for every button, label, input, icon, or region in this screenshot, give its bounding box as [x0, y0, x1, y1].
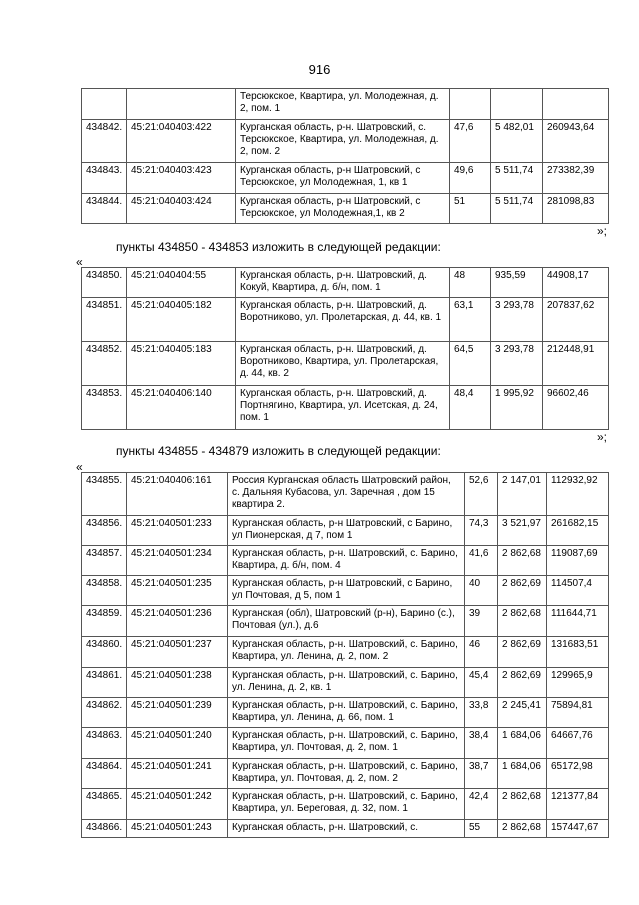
cell-rate: 2 862,68 — [498, 820, 547, 838]
cell-area: 51 — [450, 194, 491, 224]
cell-cadastral-number: 45:21:040501:240 — [127, 728, 228, 759]
cell-area: 64,5 — [450, 342, 491, 386]
cell-rate: 1 684,06 — [498, 728, 547, 759]
cell-cadastral-number — [127, 89, 236, 120]
cell-rate: 5 511,74 — [491, 163, 543, 194]
cell-rate: 1 995,92 — [491, 386, 543, 430]
cell-value: 157447,67 — [547, 820, 609, 838]
opening-quote: « — [76, 255, 83, 269]
cell-area: 46 — [465, 637, 498, 668]
cell-rate: 3 293,78 — [491, 342, 543, 386]
cell-cadastral-number: 45:21:040406:161 — [127, 473, 228, 516]
cell-area: 38,7 — [465, 759, 498, 789]
cell-address: Курганская область, р-н. Шатровский, с. — [228, 820, 465, 838]
cell-cadastral-number: 45:21:040405:182 — [127, 298, 236, 342]
cell-cadastral-number: 45:21:040501:238 — [127, 668, 228, 698]
cell-area: 74,3 — [465, 516, 498, 546]
cell-address: Курганская область, р-н. Шатровский, д. Кокуй, Квартира, д. б/н, пом. 1 — [236, 268, 450, 298]
table-row — [82, 576, 609, 606]
cell-value: 65172,98 — [547, 759, 609, 789]
table-row — [82, 668, 609, 698]
cell-rate: 2 862,68 — [498, 546, 547, 576]
table-row — [82, 820, 609, 838]
cell-cadastral-number: 45:21:040501:243 — [127, 820, 228, 838]
cell-number — [82, 89, 127, 120]
table-row — [82, 637, 609, 668]
cell-address: Курганская область, р-н Шатровский, с Барино, ул Пионерская, д 7, пом 1 — [228, 516, 465, 546]
cell-cadastral-number: 45:21:040501:233 — [127, 516, 228, 546]
cadastral-table-2 — [81, 267, 609, 430]
table-row — [82, 606, 609, 637]
table-row — [82, 386, 609, 430]
cell-number: 434866. — [82, 820, 127, 838]
cell-cadastral-number: 45:21:040403:423 — [127, 163, 236, 194]
cell-area: 45,4 — [465, 668, 498, 698]
cell-address: Терсюкское, Квартира, ул. Молодежная, д. 2, пом. 1 — [236, 89, 450, 120]
cell-value: 129965,9 — [547, 668, 609, 698]
cell-value: 261682,15 — [547, 516, 609, 546]
table-row — [82, 516, 609, 546]
cell-address: Курганская область, р-н. Шатровский, с. Барино, Квартира, ул. Почтовая, д. 2, пом. 1 — [228, 728, 465, 759]
table-row — [82, 789, 609, 820]
closing-quote: »; — [596, 430, 607, 444]
cell-area: 47,6 — [450, 120, 491, 163]
cell-number: 434850. — [82, 268, 127, 298]
cell-value: 260943,64 — [543, 120, 609, 163]
cell-address: Россия Курганская область Шатровский район, с. Дальняя Кубасова, ул. Заречная , дом 15 квартира 2. — [228, 473, 465, 516]
cell-address: Курганская (обл), Шатровский (р-н), Барино (с.), Почтовая (ул.), д.6 — [228, 606, 465, 637]
cell-cadastral-number: 45:21:040501:237 — [127, 637, 228, 668]
cell-number: 434843. — [82, 163, 127, 194]
table-row — [82, 120, 609, 163]
cell-rate: 2 245,41 — [498, 698, 547, 728]
cell-area: 52,6 — [465, 473, 498, 516]
cell-area: 55 — [465, 820, 498, 838]
cell-area: 39 — [465, 606, 498, 637]
cell-address: Курганская область, р-н. Шатровский, с. Барино, Квартира, ул. Ленина, д. 2, пом. 2 — [228, 637, 465, 668]
cell-value: 121377,84 — [547, 789, 609, 820]
cell-cadastral-number: 45:21:040501:236 — [127, 606, 228, 637]
table-row — [82, 298, 609, 342]
table-row — [82, 759, 609, 789]
cell-number: 434855. — [82, 473, 127, 516]
cell-number: 434856. — [82, 516, 127, 546]
amendment-instruction: пункты 434850 - 434853 изложить в следующей редакции: — [116, 240, 441, 254]
cell-cadastral-number: 45:21:040404:55 — [127, 268, 236, 298]
cell-area — [450, 89, 491, 120]
cell-area: 63,1 — [450, 298, 491, 342]
cell-address: Курганская область, р-н. Шатровский, с. Барино, ул. Ленина, д. 2, кв. 1 — [228, 668, 465, 698]
cell-area: 41,6 — [465, 546, 498, 576]
cell-number: 434859. — [82, 606, 127, 637]
cell-value: 273382,39 — [543, 163, 609, 194]
cell-value: 131683,51 — [547, 637, 609, 668]
cell-rate: 3 521,97 — [498, 516, 547, 546]
cell-number: 434861. — [82, 668, 127, 698]
cell-cadastral-number: 45:21:040403:424 — [127, 194, 236, 224]
cell-number: 434857. — [82, 546, 127, 576]
table-row — [82, 163, 609, 194]
page-number: 916 — [308, 62, 331, 77]
cell-rate: 935,59 — [491, 268, 543, 298]
cell-address: Курганская область, р-н Шатровский, с Терсюкское, ул Молодежная,1, кв 2 — [236, 194, 450, 224]
cell-value: 75894,81 — [547, 698, 609, 728]
cell-address: Курганская область, р-н. Шатровский, с. Барино, Квартира, ул. Ленина, д. 66, пом. 1 — [228, 698, 465, 728]
cell-number: 434864. — [82, 759, 127, 789]
table-row — [82, 194, 609, 224]
cell-value: 111644,71 — [547, 606, 609, 637]
cell-rate: 2 862,69 — [498, 637, 547, 668]
cell-value: 119087,69 — [547, 546, 609, 576]
cell-address: Курганская область, р-н. Шатровский, с. Барино, Квартира, ул. Береговая, д. 32, пом. 1 — [228, 789, 465, 820]
table-row — [82, 89, 609, 120]
cell-number: 434852. — [82, 342, 127, 386]
cell-area: 40 — [465, 576, 498, 606]
cell-rate: 3 293,78 — [491, 298, 543, 342]
cell-rate: 5 482,01 — [491, 120, 543, 163]
cell-number: 434842. — [82, 120, 127, 163]
cell-value: 114507,4 — [547, 576, 609, 606]
cell-number: 434863. — [82, 728, 127, 759]
cell-number: 434844. — [82, 194, 127, 224]
cell-address: Курганская область, р-н. Шатровский, д. Портнягино, Квартира, ул. Исетская, д. 24, пом. 1 — [236, 386, 450, 430]
cell-value: 207837,62 — [543, 298, 609, 342]
closing-quote: »; — [596, 224, 607, 238]
cell-rate: 2 862,68 — [498, 789, 547, 820]
cell-area: 42,4 — [465, 789, 498, 820]
cell-area: 48 — [450, 268, 491, 298]
table-row — [82, 728, 609, 759]
cell-rate: 5 511,74 — [491, 194, 543, 224]
cell-cadastral-number: 45:21:040406:140 — [127, 386, 236, 430]
table-row — [82, 473, 609, 516]
cadastral-table-3 — [81, 472, 609, 838]
cell-value: 281098,83 — [543, 194, 609, 224]
cell-number: 434860. — [82, 637, 127, 668]
cell-cadastral-number: 45:21:040501:235 — [127, 576, 228, 606]
cell-rate: 2 862,69 — [498, 576, 547, 606]
table-row — [82, 268, 609, 298]
cell-value: 212448,91 — [543, 342, 609, 386]
cell-cadastral-number: 45:21:040501:239 — [127, 698, 228, 728]
opening-quote: « — [76, 460, 83, 474]
cell-cadastral-number: 45:21:040501:241 — [127, 759, 228, 789]
cell-number: 434862. — [82, 698, 127, 728]
cell-area: 38,4 — [465, 728, 498, 759]
cell-number: 434853. — [82, 386, 127, 430]
cell-rate: 1 684,06 — [498, 759, 547, 789]
cell-address: Курганская область, р-н. Шатровский, с. Барино, Квартира, д. б/н, пом. 4 — [228, 546, 465, 576]
cell-value — [543, 89, 609, 120]
cell-rate: 2 147,01 — [498, 473, 547, 516]
table-row — [82, 698, 609, 728]
cell-address: Курганская область, р-н. Шатровский, д. Воротниково, Квартира, ул. Пролетарская, д. 44, кв. 2 — [236, 342, 450, 386]
cell-address: Курганская область, р-н Шатровский, с Барино, ул Почтовая, д 5, пом 1 — [228, 576, 465, 606]
cell-number: 434851. — [82, 298, 127, 342]
cell-number: 434865. — [82, 789, 127, 820]
cell-value: 112932,92 — [547, 473, 609, 516]
cell-value: 96602,46 — [543, 386, 609, 430]
cell-cadastral-number: 45:21:040403:422 — [127, 120, 236, 163]
cell-cadastral-number: 45:21:040405:183 — [127, 342, 236, 386]
table-row — [82, 342, 609, 386]
cell-area: 49,6 — [450, 163, 491, 194]
cell-value: 64667,76 — [547, 728, 609, 759]
cell-number: 434858. — [82, 576, 127, 606]
cell-rate: 2 862,69 — [498, 668, 547, 698]
cell-area: 48,4 — [450, 386, 491, 430]
cell-address: Курганская область, р-н. Шатровский, д. Воротниково, ул. Пролетарская, д. 44, кв. 1 — [236, 298, 450, 342]
cadastral-table-1 — [81, 88, 609, 224]
cell-cadastral-number: 45:21:040501:234 — [127, 546, 228, 576]
cell-value: 44908,17 — [543, 268, 609, 298]
cell-area: 33,8 — [465, 698, 498, 728]
cell-rate: 2 862,68 — [498, 606, 547, 637]
cell-address: Курганская область, р-н. Шатровский, с. Терсюкское, Квартира, ул. Молодежная, д. 2, пом. 2 — [236, 120, 450, 163]
cell-address: Курганская область, р-н. Шатровский, с. Барино, Квартира, ул. Почтовая, д. 2, пом. 2 — [228, 759, 465, 789]
cell-address: Курганская область, р-н Шатровский, с Терсюкское, ул Молодежная, 1, кв 1 — [236, 163, 450, 194]
amendment-instruction: пункты 434855 - 434879 изложить в следующей редакции: — [116, 444, 441, 458]
cell-rate — [491, 89, 543, 120]
cell-cadastral-number: 45:21:040501:242 — [127, 789, 228, 820]
table-row — [82, 546, 609, 576]
